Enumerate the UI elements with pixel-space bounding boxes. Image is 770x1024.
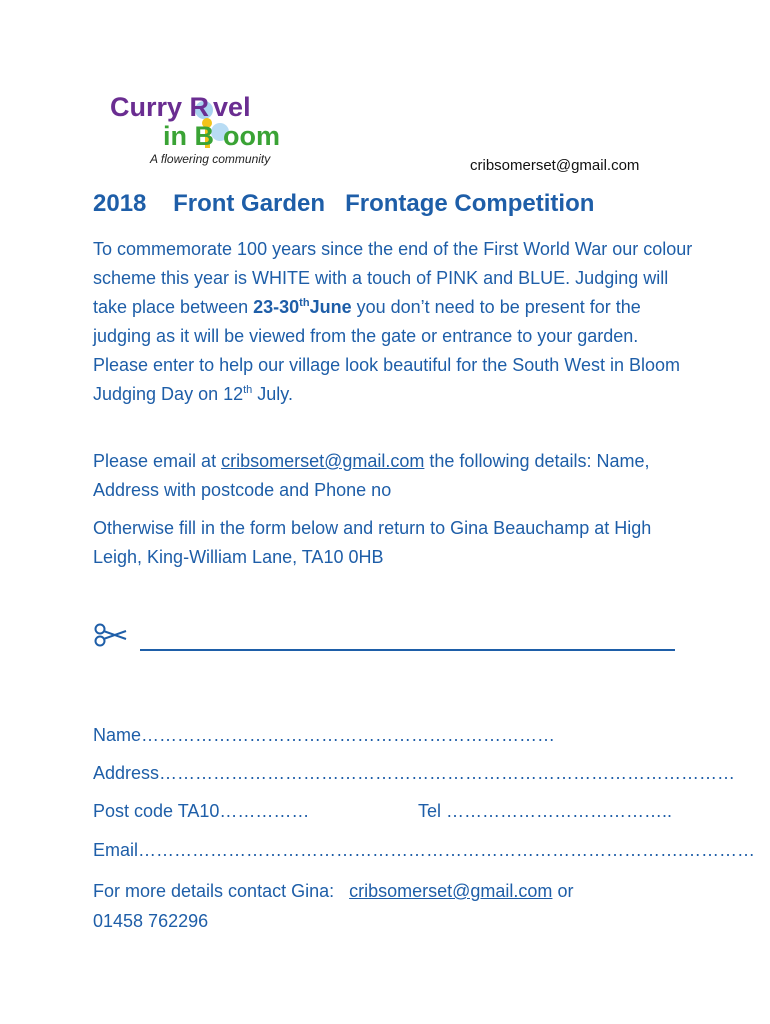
judging-dates: 23-30thJune [253, 297, 352, 317]
header-email: cribsomerset@gmail.com [470, 157, 640, 174]
postcode-field[interactable]: Post code TA10…………… [93, 801, 310, 821]
address-field[interactable]: Address…………………………………………………………………………………… [93, 763, 736, 783]
email-field[interactable]: Email……………………………………………………………………………….………… [93, 840, 756, 860]
postal-instructions: Otherwise fill in the form below and return to Gina Beauchamp at High Leigh, King-William Lane, TA10 0HB [93, 518, 652, 567]
contact-details: For more details contact Gina: cribsomerset@gmail.com or 01458 762296 [93, 881, 574, 931]
tel-field[interactable]: Tel ……………………………….. [418, 801, 673, 821]
page-title: 2018 Front Garden Frontage Competition [93, 190, 595, 217]
name-field[interactable]: Name…………………………………………………………… [93, 725, 556, 745]
intro-paragraph: To commemorate 100 years since the end of the First World War our colour scheme this year is WHITE with a touch of PINK and BLUE. Judging will take place between 23-30thJune you don’t need to be present for the judging as it will be viewed from the gate or entrance to your garden. Please enter to help our village look beautiful for the South West in Bloom Judging Day on 12th July. [93, 239, 693, 404]
email-instructions: Please email at cribsomerset@gmail.com the following details: Name, Address with postcode and Phone no [93, 451, 650, 500]
cut-line [140, 649, 675, 651]
svg-text:Curry Rvel: Curry R vel [110, 92, 251, 122]
email-link[interactable]: cribsomerset@gmail.com [221, 451, 425, 471]
contact-email-link[interactable]: cribsomerset@gmail.com [349, 881, 553, 901]
scissors-icon [93, 620, 133, 650]
curry-rivel-in-bloom-logo [108, 88, 298, 172]
svg-text:in Boom: in B oom [163, 121, 280, 151]
svg-text:A flowering community: A flowering community [150, 152, 271, 166]
contact-phone: 01458 762296 [93, 911, 209, 931]
